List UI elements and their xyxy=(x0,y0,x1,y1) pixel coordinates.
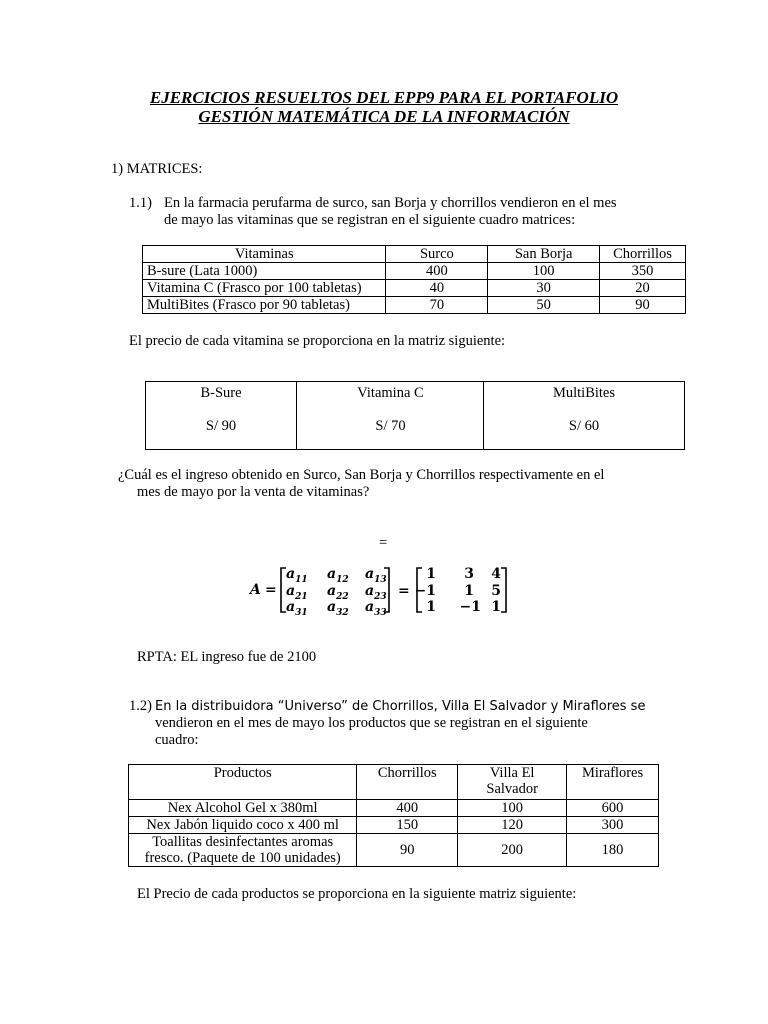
table-cell: 120 xyxy=(458,817,567,834)
table-cell: 40 xyxy=(386,280,488,297)
vitamins-table xyxy=(142,245,686,314)
price-value: S/ 70 xyxy=(375,418,406,434)
matrix-lhs: A xyxy=(250,582,261,598)
table-cell: 30 xyxy=(488,280,600,297)
document-subtitle: GESTIÓN MATEMÁTICA DE LA INFORMACIÓN xyxy=(198,107,570,126)
table-cell: 180 xyxy=(567,834,659,867)
table-cell: 90 xyxy=(357,834,458,867)
matrix-entry: 4 xyxy=(491,566,501,582)
matrix-entry: $a_{23}$ xyxy=(365,583,387,602)
table-header-cell: Miraflores xyxy=(567,765,659,800)
table-cell: MultiBites (Frasco por 90 tabletas) xyxy=(143,297,386,314)
table-cell: Nex Jabón liquido coco x 400 ml xyxy=(129,817,357,834)
table-cell: 100 xyxy=(488,263,600,280)
document-title: EJERCICIOS RESUELTOS DEL EPP9 PARA EL PORTAFOLIO xyxy=(149,88,619,107)
matrix-entry: 3 xyxy=(464,566,474,582)
exercise-text: En la distribuidora “Universo” de Chorrillos, Villa El Salvador y Miraflores se xyxy=(155,699,646,714)
table-row xyxy=(129,817,659,834)
table-cell: B-sure (Lata 1000) xyxy=(143,263,386,280)
price-cell xyxy=(146,382,296,449)
table-header-cell: Villa El Salvador xyxy=(458,765,567,800)
table-cell: Toallitas desinfectantes aromas fresco. (Paquete de 100 unidades) xyxy=(129,834,357,867)
price-intro-text: El Precio de cada productos se proporciona en la siguiente matriz siguiente: xyxy=(137,886,577,902)
table-cell: Nex Alcohol Gel x 380ml xyxy=(129,800,357,817)
table-cell: 150 xyxy=(357,817,458,834)
price-name: MultiBites xyxy=(552,385,616,401)
table-header-row xyxy=(143,246,686,263)
table-row xyxy=(143,297,686,314)
price-value: S/ 60 xyxy=(568,418,600,434)
table-cell: 400 xyxy=(386,263,488,280)
products-table xyxy=(128,764,659,867)
matrix-entry: −1 xyxy=(414,583,436,599)
matrix-entry: $a_{32}$ xyxy=(327,599,349,618)
price-cell xyxy=(296,382,484,449)
matrix-entry: 1 xyxy=(464,583,474,599)
table-cell: Vitamina C (Frasco por 100 tabletas) xyxy=(143,280,386,297)
matrix-entry: $a_{21}$ xyxy=(286,583,308,602)
table-row xyxy=(129,834,659,867)
matrix-entry: 5 xyxy=(491,583,501,599)
table-cell: 20 xyxy=(600,280,686,297)
exercise-text: cuadro: xyxy=(155,732,199,748)
price-intro-text: El precio de cada vitamina se proporciona en la matriz siguiente: xyxy=(129,333,506,349)
matrix-entry: $a_{22}$ xyxy=(327,583,349,602)
table-header-cell: Productos xyxy=(129,765,357,800)
table-cell: 300 xyxy=(567,817,659,834)
table-header-cell: Chorrillos xyxy=(600,246,686,263)
table-header-cell: San Borja xyxy=(488,246,600,263)
matrix-entry: 1 xyxy=(491,599,501,615)
matrix-equals: = xyxy=(265,582,277,598)
answer-text: RPTA: EL ingreso fue de 2100 xyxy=(137,649,317,665)
table-cell: 90 xyxy=(600,297,686,314)
table-cell: 50 xyxy=(488,297,600,314)
matrix-entry: $a_{13}$ xyxy=(365,566,387,585)
table-cell: 70 xyxy=(386,297,488,314)
matrix-entry: $a_{31}$ xyxy=(286,599,308,618)
right-bracket xyxy=(501,568,506,612)
matrix-entry: 1 xyxy=(426,599,436,615)
table-header-cell: Vitaminas xyxy=(143,246,386,263)
table-cell: 100 xyxy=(458,800,567,817)
matrix-entry: 1 xyxy=(426,566,436,582)
exercise-text: de mayo las vitaminas que se registran en el siguiente cuadro matrices: xyxy=(164,212,576,228)
table-row xyxy=(143,280,686,297)
table-row xyxy=(129,800,659,817)
exercise-text: vendieron en el mes de mayo los productos que se registran en el siguiente xyxy=(155,715,588,731)
matrix-entry: $a_{12}$ xyxy=(327,566,349,585)
matrix-equals: = xyxy=(398,583,410,599)
question-text: ¿Cuál es el ingreso obtenido en Surco, San Borja y Chorrillos respectivamente en el xyxy=(118,467,605,483)
price-cell xyxy=(483,382,684,449)
price-name: B-Sure xyxy=(200,385,242,401)
exercise-number: 1.1) xyxy=(129,195,152,211)
exercise-text: En la farmacia perufarma de surco, san Borja y chorrillos vendieron en el mes xyxy=(164,195,617,211)
matrix-entry: $a_{33}$ xyxy=(365,599,387,618)
table-header-row xyxy=(129,765,659,800)
table-header-cell: Chorrillos xyxy=(357,765,458,800)
question-text: mes de mayo por la venta de vitaminas? xyxy=(137,484,370,500)
table-cell: 400 xyxy=(357,800,458,817)
exercise-number: 1.2) xyxy=(129,698,152,714)
table-header-cell: Surco xyxy=(386,246,488,263)
table-cell: 200 xyxy=(458,834,567,867)
table-cell: 350 xyxy=(600,263,686,280)
matrix-entry: −1 xyxy=(459,599,481,615)
price-value: S/ 90 xyxy=(205,418,237,434)
table-row xyxy=(143,263,686,280)
section-heading: 1) MATRICES: xyxy=(111,161,203,177)
price-matrix xyxy=(145,381,685,450)
table-cell: 600 xyxy=(567,800,659,817)
equals-sign: = xyxy=(379,535,388,551)
matrix-entry: $a_{11}$ xyxy=(286,566,308,585)
price-name: Vitamina C xyxy=(357,385,424,401)
